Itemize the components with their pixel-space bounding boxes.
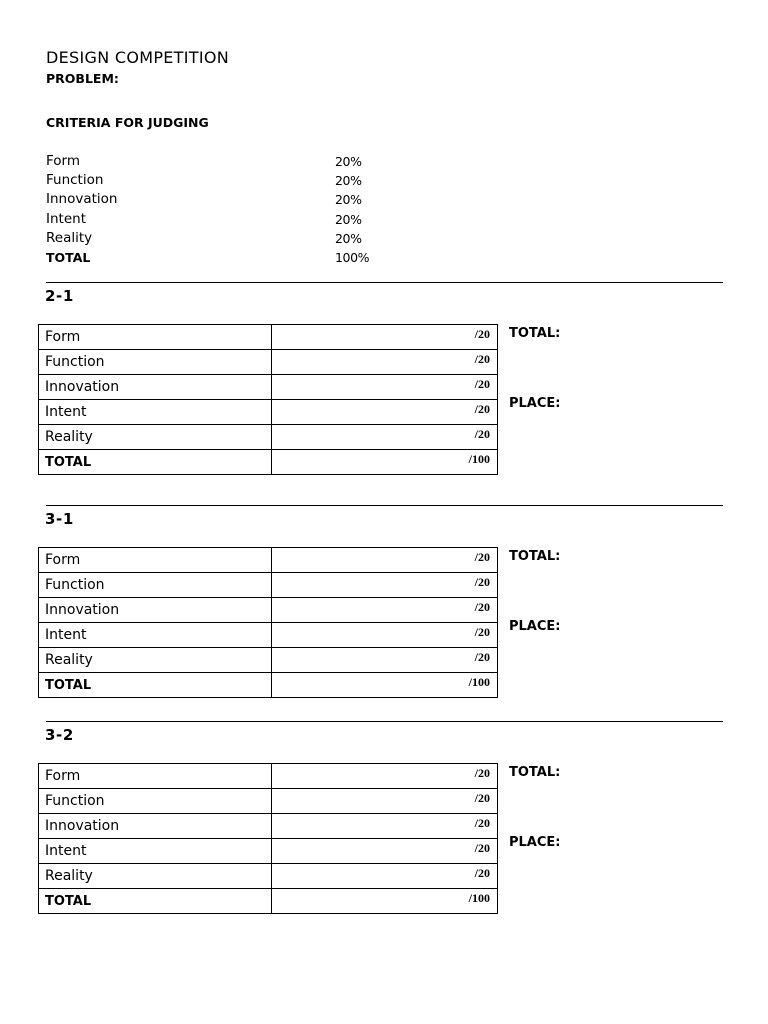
criteria-heading: CRITERIA FOR JUDGING [46,115,209,130]
score-field[interactable]: /20 [272,764,498,789]
score-field[interactable]: /20 [272,375,498,400]
criteria-row [46,210,406,229]
place-label: PLACE: [509,396,561,411]
criterion-cell: Function [39,789,272,814]
table-row [39,598,498,623]
criterion-cell: Intent [39,839,272,864]
criteria-name: Innovation [46,191,118,208]
score-table-3-1 [38,547,498,698]
table-row [39,325,498,350]
table-row [39,814,498,839]
document-title: DESIGN COMPETITION [46,48,230,67]
score-field[interactable]: /20 [272,789,498,814]
table-row [39,623,498,648]
score-field[interactable]: /20 [272,864,498,889]
criterion-cell: Intent [39,623,272,648]
place-label: PLACE: [509,619,561,634]
table-row [39,789,498,814]
table-total-row [39,889,498,914]
criterion-cell: Intent [39,400,272,425]
section-divider [46,282,723,283]
criterion-cell: Innovation [39,814,272,839]
problem-label: PROBLEM: [46,71,119,86]
table-row [39,839,498,864]
table-row [39,350,498,375]
criterion-cell: Innovation [39,375,272,400]
score-table-2-1 [38,324,498,475]
criteria-weight: 20% [335,154,362,169]
criterion-cell: TOTAL [39,889,272,914]
place-label: PLACE: [509,835,561,850]
table-row [39,864,498,889]
table-row [39,648,498,673]
table-total-row [39,450,498,475]
criterion-cell: Reality [39,425,272,450]
criteria-weight: 20% [335,173,362,189]
criterion-cell: TOTAL [39,450,272,475]
total-label: TOTAL: [509,765,561,780]
score-field[interactable]: /20 [272,425,498,450]
total-label: TOTAL: [509,326,561,341]
table-row [39,425,498,450]
criterion-cell: Form [39,548,272,573]
score-field[interactable]: /100 [272,889,498,914]
score-field[interactable]: /20 [272,573,498,598]
score-field[interactable]: /100 [272,673,498,698]
score-table-3-2 [38,763,498,914]
criteria-weight: 20% [335,192,362,208]
total-label: TOTAL: [509,549,561,564]
criteria-row [46,171,406,190]
criterion-cell: Function [39,573,272,598]
section-label-3-1: 3-1 [45,510,74,528]
section-label-3-2: 3-2 [45,726,74,744]
criterion-cell: Function [39,350,272,375]
section-label-2-1: 2-1 [45,287,74,305]
criterion-cell: Form [39,325,272,350]
criterion-cell: TOTAL [39,673,272,698]
criteria-row [46,229,406,248]
table-row [39,764,498,789]
score-field[interactable]: /20 [272,839,498,864]
score-field[interactable]: /20 [272,400,498,425]
score-field[interactable]: /100 [272,450,498,475]
criteria-row [46,152,406,171]
score-field[interactable]: /20 [272,325,498,350]
criterion-cell: Form [39,764,272,789]
score-field[interactable]: /20 [272,350,498,375]
score-field[interactable]: /20 [272,814,498,839]
table-row [39,375,498,400]
criterion-cell: Innovation [39,598,272,623]
score-field[interactable]: /20 [272,623,498,648]
criteria-total-label: TOTAL [46,249,91,265]
criteria-weight: 20% [335,211,362,227]
criteria-list [46,152,406,267]
criteria-total-weight: 100% [335,249,370,265]
criteria-name: Intent [46,210,86,227]
criteria-name: Form [46,153,81,169]
score-field[interactable]: /20 [272,648,498,673]
score-field[interactable]: /20 [272,548,498,573]
section-divider [46,721,723,722]
criterion-cell: Reality [39,648,272,673]
section-divider [46,505,723,506]
table-row [39,400,498,425]
table-row [39,573,498,598]
table-row [39,548,498,573]
criterion-cell: Reality [39,864,272,889]
criteria-total-row [46,248,406,267]
criteria-weight: 20% [335,230,362,246]
criteria-name: Function [46,172,104,189]
table-total-row [39,673,498,698]
criteria-row [46,190,406,209]
score-field[interactable]: /20 [272,598,498,623]
criteria-name: Reality [46,229,93,246]
